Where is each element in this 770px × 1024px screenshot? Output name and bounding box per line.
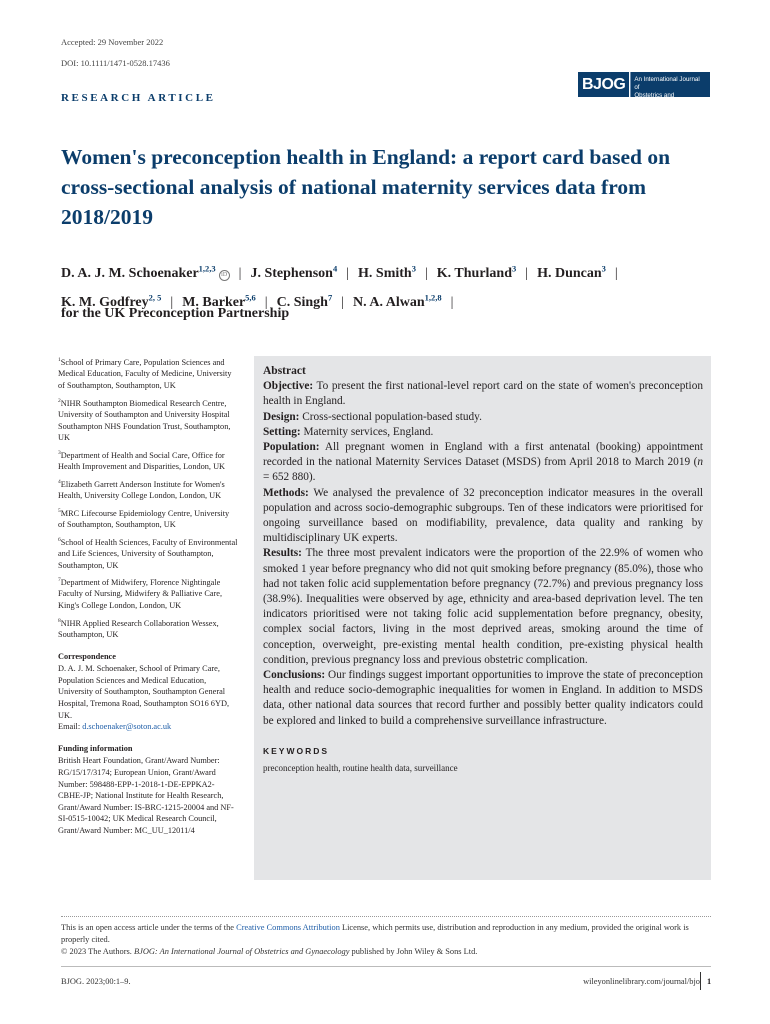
affiliation: [58, 477, 238, 502]
affiliation: [58, 355, 238, 392]
affiliation-text: School of Primary Care, Population Sciences and Medical Education, Faculty of Medicine, University of Southampton, Southampton, UK: [58, 357, 232, 390]
copyright-text: © 2023 The Authors.: [61, 947, 134, 956]
author-separator: |: [346, 265, 350, 281]
logo-subtitle-line1: An International Journal of: [634, 76, 700, 91]
funding-text: British Heart Foundation, Grant/Award Number: RG/15/17/3174; European Union, Grant/Award Number: 598488-EPP-1-2018-1-DE-EPPKA2-CBHE-JP; National Institute for Health Research, Grant/Award Number: IS-BRC-1215-20004 and NF-SI-0515-10042; UK Medical Research Council, Grant/Award Number: MC_UU_12011/4: [58, 756, 234, 835]
correspondence-email-line: [58, 721, 238, 733]
page-number: 1: [707, 977, 712, 986]
logo-subtitle-line2: Obstetrics and Gynaecology: [634, 92, 675, 107]
footnote-divider: [61, 916, 711, 917]
design-label: Design:: [263, 410, 300, 423]
affiliation: [58, 535, 238, 572]
author-separator: |: [264, 295, 268, 311]
logo-subtitle: [630, 72, 710, 107]
affiliation-number: 2: [58, 397, 61, 404]
author-name: H. Smith: [358, 265, 412, 281]
license-notice: [61, 922, 711, 958]
affiliation-text: Department of Health and Social Care, Office for Health Improvement and Disparities, London, UK: [58, 450, 226, 472]
doi[interactable]: DOI: 10.1111/1471-0528.17436: [61, 58, 170, 68]
affiliation-number: 6: [58, 536, 61, 543]
accepted-date: Accepted: 29 November 2022: [61, 37, 164, 47]
article-type: RESEARCH ARTICLE: [61, 92, 216, 104]
abstract-content: [263, 364, 703, 776]
abstract-methods: [263, 486, 703, 547]
author-affiliation-refs[interactable]: 1,2,3: [198, 263, 216, 273]
objective-text: To present the first national-level report card on the state of women's preconception health in England.: [263, 380, 703, 408]
correspondence-text: D. A. J. M. Schoenaker, School of Primary Care, Population Sciences and Medical Education, University of Southampton, Southampton General Hospital, Tremona Road, Southampton SO16 6YD, UK.: [58, 664, 230, 720]
license-text: This is an open access article under the terms of the: [61, 923, 237, 932]
keywords-text: preconception health, routine health data, surveillance: [263, 763, 458, 774]
affiliation-number: 4: [58, 478, 61, 485]
orcid-icon[interactable]: iD: [219, 270, 230, 281]
affiliation-number: 8: [58, 617, 61, 624]
affiliation: [58, 575, 238, 612]
affiliation-number: 7: [58, 577, 61, 584]
author[interactable]: [61, 263, 230, 281]
author-separator: |: [450, 295, 454, 311]
abstract-conclusions: [263, 668, 703, 729]
abstract-box: [254, 356, 711, 880]
author-name: K. M. Godfrey: [61, 295, 149, 311]
author[interactable]: [436, 263, 517, 281]
author[interactable]: [250, 263, 338, 281]
license-text-end: License, which permits use, distribution and reproduction in any medium, provided the original work is properly cited.: [61, 923, 689, 944]
setting-label: Setting:: [263, 425, 301, 438]
license-line: [61, 922, 711, 946]
author-name: D. A. J. M. Schoenaker: [61, 265, 199, 281]
author-affiliation-refs[interactable]: 3: [411, 263, 416, 273]
abstract-setting: [263, 425, 703, 440]
conclusions-label: Conclusions:: [263, 669, 326, 682]
author-name: N. A. Alwan: [353, 295, 425, 311]
author-separator: |: [424, 265, 428, 281]
copyright-line: [61, 946, 711, 958]
affiliation: [58, 506, 238, 531]
copyright-journal: BJOG: An International Journal of Obstetrics and Gynaecology: [133, 947, 350, 956]
author-name: H. Duncan: [537, 265, 602, 281]
correspondence-heading: Correspondence: [58, 651, 116, 661]
author-name: K. Thurland: [436, 265, 512, 281]
population-label: Population:: [263, 441, 320, 454]
affiliation-text: NIHR Southampton Biomedical Research Centre, University of Southampton and University Hospital Southampton NHS Foundation Trust, Southampton, UK: [58, 398, 231, 443]
population-text: All pregnant women in England with a first antenatal (booking) appointment recorded in the national Maternity Services Dataset (MSDS) from April 2018 to March 2019 (: [263, 441, 704, 469]
population-text-end: = 652 880).: [263, 471, 316, 484]
affiliation: [58, 396, 238, 444]
author[interactable]: [358, 263, 416, 281]
author-group: for the UK Preconception Partnership: [61, 306, 290, 321]
article-title: Women's preconception health in England: a report card based on cross-sectional analysis of national maternity services data from 2018/2019: [61, 145, 671, 229]
author-affiliation-refs[interactable]: 3: [512, 263, 517, 273]
methods-text: We analysed the prevalence of 32 preconception indicator measures in the overall population and across socio-demographic subgroups. Ten of these indicators were prioritised for ongoing surveillance based on modifiability, prevalence, data quality and ranking by multidisciplinary UK experts.: [263, 486, 703, 545]
logo-mark: BJOG: [578, 72, 629, 97]
objective-label: Objective:: [263, 380, 314, 393]
results-text: The three most prevalent indicators were the proportion of the 22.9% of women who smoked 1 year before pregnancy who did not quit smoking before pregnancy (85.0%), those who had not taken folic acid supplementation before pregnancy (72.7%) and previous pregnancy loss (38.9%). Inequalities were observed by age, ethnicity and area-based deprivation level. The ten indicators prioritised were not taking folic acid supplementation before pregnancy, obesity, complex social factors, living in the most deprived areas, smoking around the time of conception, overweight, pre-existing mental health condition, pre-existing physical health condition, previous pregnancy loss and previous obstetric complication.: [263, 547, 703, 666]
funding-heading: Funding information: [58, 743, 133, 753]
email-link[interactable]: d.schoenaker@soton.ac.uk: [82, 722, 172, 732]
affiliation-number: 5: [58, 507, 61, 514]
footer-divider: [61, 966, 711, 967]
author-affiliation-refs[interactable]: 2, 5: [148, 292, 162, 303]
author-affiliation-refs[interactable]: 5,6: [245, 292, 256, 303]
methods-label: Methods:: [263, 486, 309, 499]
license-link[interactable]: Creative Commons Attribution: [236, 923, 340, 932]
abstract-results: [263, 546, 703, 668]
abstract-heading: Abstract: [263, 365, 306, 377]
conclusions-text: Our findings suggest important opportunities to improve the state of preconception health and reduce socio-demographic inequalities for women in England. In addition to MSDS data, other national data sources that record further and possibly better quality indicators could be explored and linked to build a comprehensive surveillance infrastructure.: [263, 669, 704, 727]
setting-text: Maternity services, England.: [303, 425, 434, 438]
affiliation: [58, 448, 238, 473]
author-affiliation-refs[interactable]: 7: [327, 292, 333, 303]
author[interactable]: [353, 292, 442, 311]
author-separator: |: [341, 295, 345, 311]
design-text: Cross-sectional population-based study.: [302, 410, 482, 423]
affiliation-text: Elizabeth Garrett Anderson Institute for Women's Health, University College London, London, UK: [58, 479, 225, 500]
author-separator: |: [614, 265, 618, 281]
journal-citation: BJOG. 2023;00:1–9.: [61, 977, 131, 986]
author-affiliation-refs[interactable]: 1,2,8: [424, 292, 442, 303]
affiliation-text: School of Health Sciences, Faculty of Environmental and Life Sciences, University of Southampton, Southampton, UK: [58, 537, 238, 570]
affiliations-column: [58, 355, 238, 837]
affiliation-text: Department of Midwifery, Florence Nightingale Faculty of Nursing, Midwifery & Palliative Care, King's College London, London, UK: [58, 577, 223, 611]
affiliation-number: 1: [58, 357, 61, 363]
affiliation-number: 3: [58, 449, 61, 456]
results-label: Results:: [263, 547, 302, 560]
abstract-design: [263, 410, 703, 425]
author-name: C. Singh: [276, 295, 328, 311]
affiliation: [58, 616, 238, 641]
journal-website[interactable]: wileyonlinelibrary.com/journal/bjo: [583, 977, 700, 986]
abstract-objective: [263, 379, 703, 409]
affiliation-text: MRC Lifecourse Epidemiology Centre, University of Southampton, Southampton, UK: [58, 508, 230, 529]
keywords-heading: KEYWORDS: [263, 745, 330, 756]
affiliation-text: NIHR Applied Research Collaboration Wessex, Southampton, UK: [58, 618, 219, 639]
author[interactable]: [537, 263, 606, 281]
journal-logo[interactable]: [578, 72, 710, 107]
population-n: n: [697, 456, 703, 469]
author-separator: |: [170, 295, 174, 311]
author-separator: |: [525, 265, 529, 281]
abstract-population: [263, 440, 703, 486]
author-name: M. Barker: [182, 295, 246, 311]
copyright-text-end: published by John Wiley & Sons Ltd.: [349, 947, 478, 956]
author-separator: |: [238, 265, 242, 281]
email-label: Email:: [58, 722, 83, 732]
page-number-divider: [700, 972, 701, 990]
author-affiliation-refs[interactable]: 4: [332, 263, 338, 273]
author-affiliation-refs[interactable]: 3: [601, 263, 606, 273]
author-name: J. Stephenson: [250, 265, 333, 281]
